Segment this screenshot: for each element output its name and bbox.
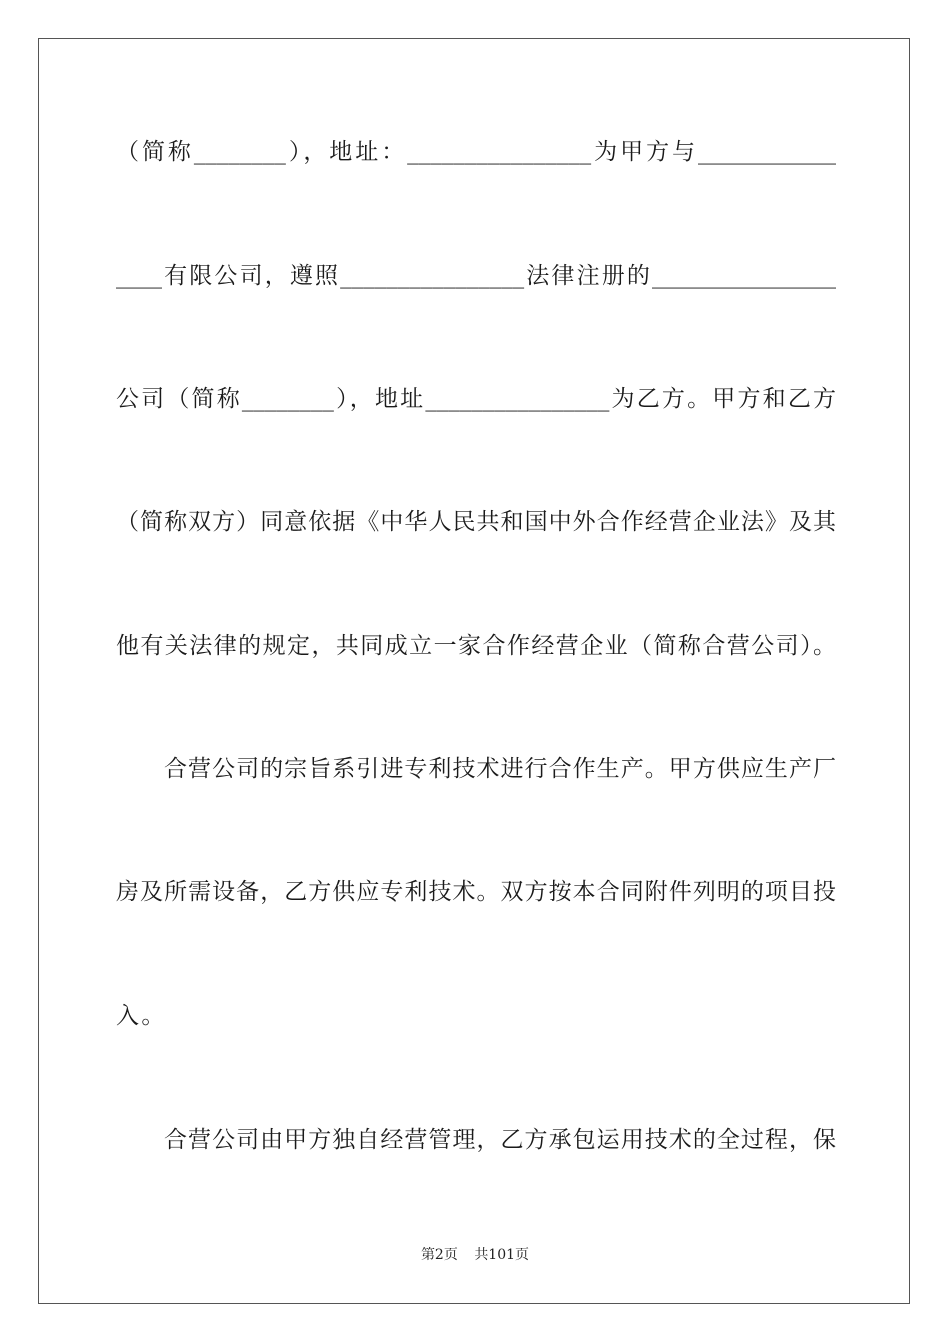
page-number-current: 第2页: [420, 1247, 458, 1263]
page-number-total: 共101页: [474, 1247, 530, 1263]
paragraph-line-7: 房及所需设备，乙方供应专利技术。双方按本合同附件列明的项目投: [116, 879, 836, 905]
paragraph-line-4: （简称双方）同意依据《中华人民共和国中外合作经营企业法》及其: [116, 509, 836, 535]
paragraph-line-2: ____有限公司，遵照________________法律注册的________________: [116, 263, 836, 289]
paragraph-line-6: 合营公司的宗旨系引进专利技术进行合作生产。甲方供应生产厂: [164, 756, 836, 782]
page-footer: [0, 1246, 950, 1264]
paragraph-line-8: 入。: [116, 1003, 167, 1029]
paragraph-line-1: （简称________），地址：________________为甲方与____________: [116, 139, 836, 165]
paragraph-line-9: 合营公司由甲方独自经营管理，乙方承包运用技术的全过程，保: [164, 1127, 836, 1153]
paragraph-line-5: 他有关法律的规定，共同成立一家合作经营企业（简称合营公司）。: [116, 633, 836, 659]
page-border: [38, 38, 910, 1304]
paragraph-line-3: 公司（简称________），地址________________为乙方。甲方和乙方: [116, 386, 836, 412]
